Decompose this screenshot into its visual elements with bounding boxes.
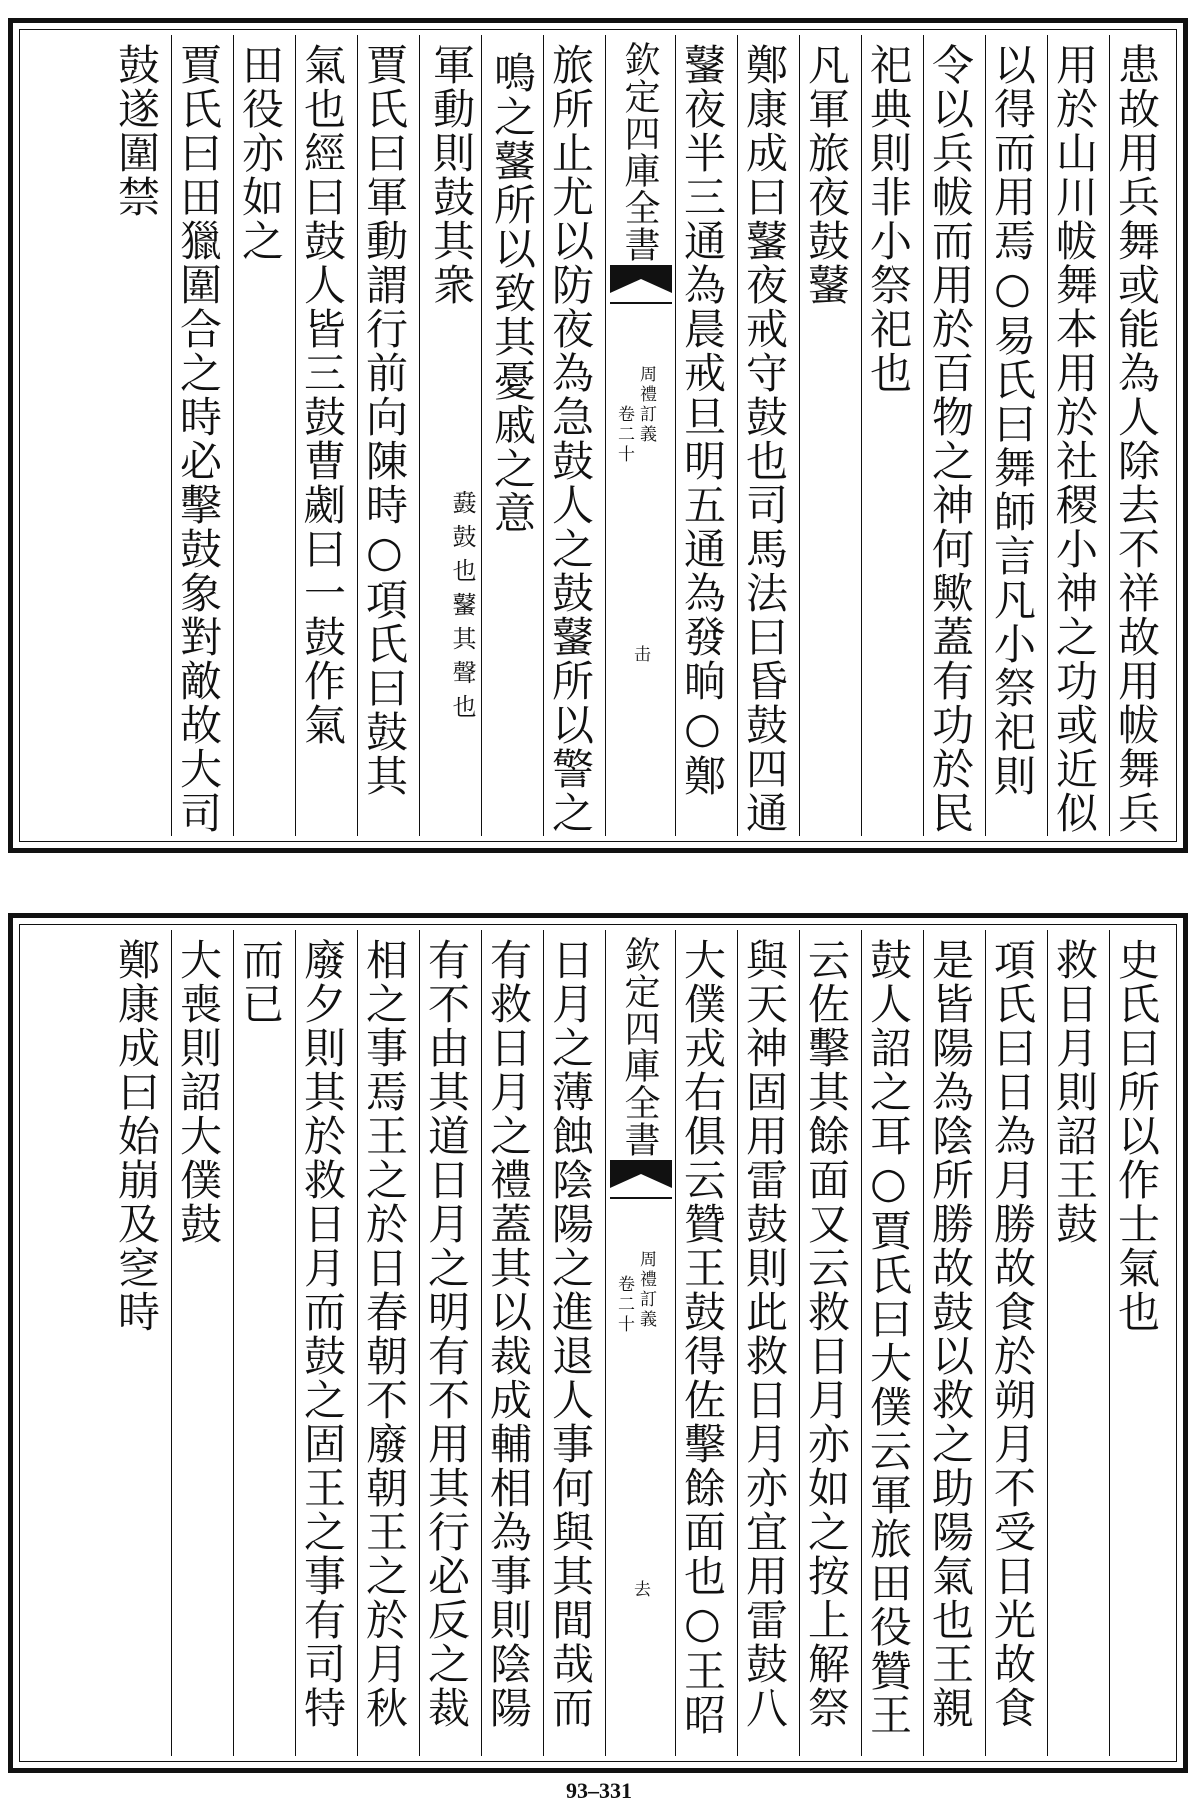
page-number: 93–331 (566, 1778, 632, 1803)
text-column: 史氏曰所以作士氣也 (1109, 930, 1171, 1756)
text-column: 祀典則非小祭祀也 (861, 35, 923, 836)
text-column: 鼜夜半三通為晨戒旦明五通為發晌○鄭 (675, 35, 737, 836)
text-column: 以得而用焉○易氏曰舞師言凡小祭祀則 (985, 35, 1047, 836)
collection-title: 欽定四庫全書 (619, 41, 660, 263)
text-column-with-note (419, 35, 481, 836)
note-line: 鼖鼓也鼜其聲也 (448, 490, 476, 728)
folio-number: 击 (630, 645, 650, 662)
text-column: 大僕戎右俱云贊王鼓得佐擊餘面也○王昭 (675, 930, 737, 1756)
text-column: 鄭康成曰始崩及窆時 (112, 938, 161, 1334)
chapter-number: 卷二十 (614, 1275, 634, 1335)
text-column: 有救日月之禮蓋其以裁成輔相為事則陰陽 (481, 930, 543, 1756)
text-column: 云佐擊其餘面又云救日月亦如之按上解祭 (799, 930, 861, 1756)
text-column: 是皆陽為陰所勝故鼓以救之助陽氣也王親 (923, 930, 985, 1756)
text-column: 鼓遂圍禁 (112, 43, 161, 219)
folio-number: 去 (630, 1580, 650, 1597)
text-column: 用於山川帗舞本用於社稷小神之功或近似 (1047, 35, 1109, 836)
book-title: 周禮訂義 (636, 365, 656, 445)
text-column: 而已 (233, 930, 295, 1756)
top-page-columns (25, 35, 1171, 836)
text-column-with-note (481, 35, 543, 836)
text-column: 鄭康成曰鼜夜戒守鼓也司馬法曰昏鼓四通 (737, 35, 799, 836)
text-column: 與天神固用雷鼓則此救日月亦宜用雷鼓八 (737, 930, 799, 1756)
bottom-page (8, 913, 1188, 1773)
text-column: 凡軍旅夜鼓鼜 (799, 35, 861, 836)
text-column: 旅所止尤以防夜為急鼓人之鼓鼜所以警之 (543, 35, 605, 836)
chapter-number: 卷二十 (614, 405, 634, 465)
text-column: 大喪則詔大僕鼓 (171, 930, 233, 1756)
text-column: 患故用兵舞或能為人除去不祥故用帗舞兵 (1109, 35, 1171, 836)
text-column: 賈氏曰軍動謂行前向陳時○項氏曰鼓其 (357, 35, 419, 836)
text-column: 田役亦如之 (233, 35, 295, 836)
text-column: 有不由其道日月之明有不用其行必反之裁 (419, 930, 481, 1756)
main-text: 鳴之鼜所以致其憂戚之意 (488, 51, 537, 535)
top-page (8, 18, 1188, 853)
text-column: 氣也經曰鼓人皆三鼓曹劌曰一鼓作氣 (295, 35, 357, 836)
center-fold-colophon (605, 35, 675, 836)
fishtail-mark-icon (610, 1160, 672, 1220)
collection-title: 欽定四庫全書 (619, 936, 660, 1158)
text-column: 鼓人詔之耳○賈氏曰大僕云軍旅田役贊王 (861, 930, 923, 1756)
fishtail-mark-icon (610, 265, 672, 325)
center-fold-colophon (605, 930, 675, 1756)
text-column: 項氏曰日為月勝故食於朔月不受日光故食 (985, 930, 1047, 1756)
bottom-page-columns (25, 930, 1171, 1756)
book-title: 周禮訂義 (636, 1250, 656, 1330)
text-column: 賈氏曰田獵圍合之時必擊鼓象對敵故大司 (171, 35, 233, 836)
text-column: 廢夕則其於救日月而鼓之固王之事有司特 (295, 930, 357, 1756)
text-column: 相之事焉王之於日春朝不廢朝王之於月秋 (357, 930, 419, 1756)
text-column: 日月之薄蝕陰陽之進退人事何與其間哉而 (543, 930, 605, 1756)
main-text: 軍動則鼓其衆 (427, 43, 476, 307)
text-column: 令以兵帗而用於百物之神何歟蓋有功於民 (923, 35, 985, 836)
text-column: 救日月則詔王鼓 (1047, 930, 1109, 1756)
